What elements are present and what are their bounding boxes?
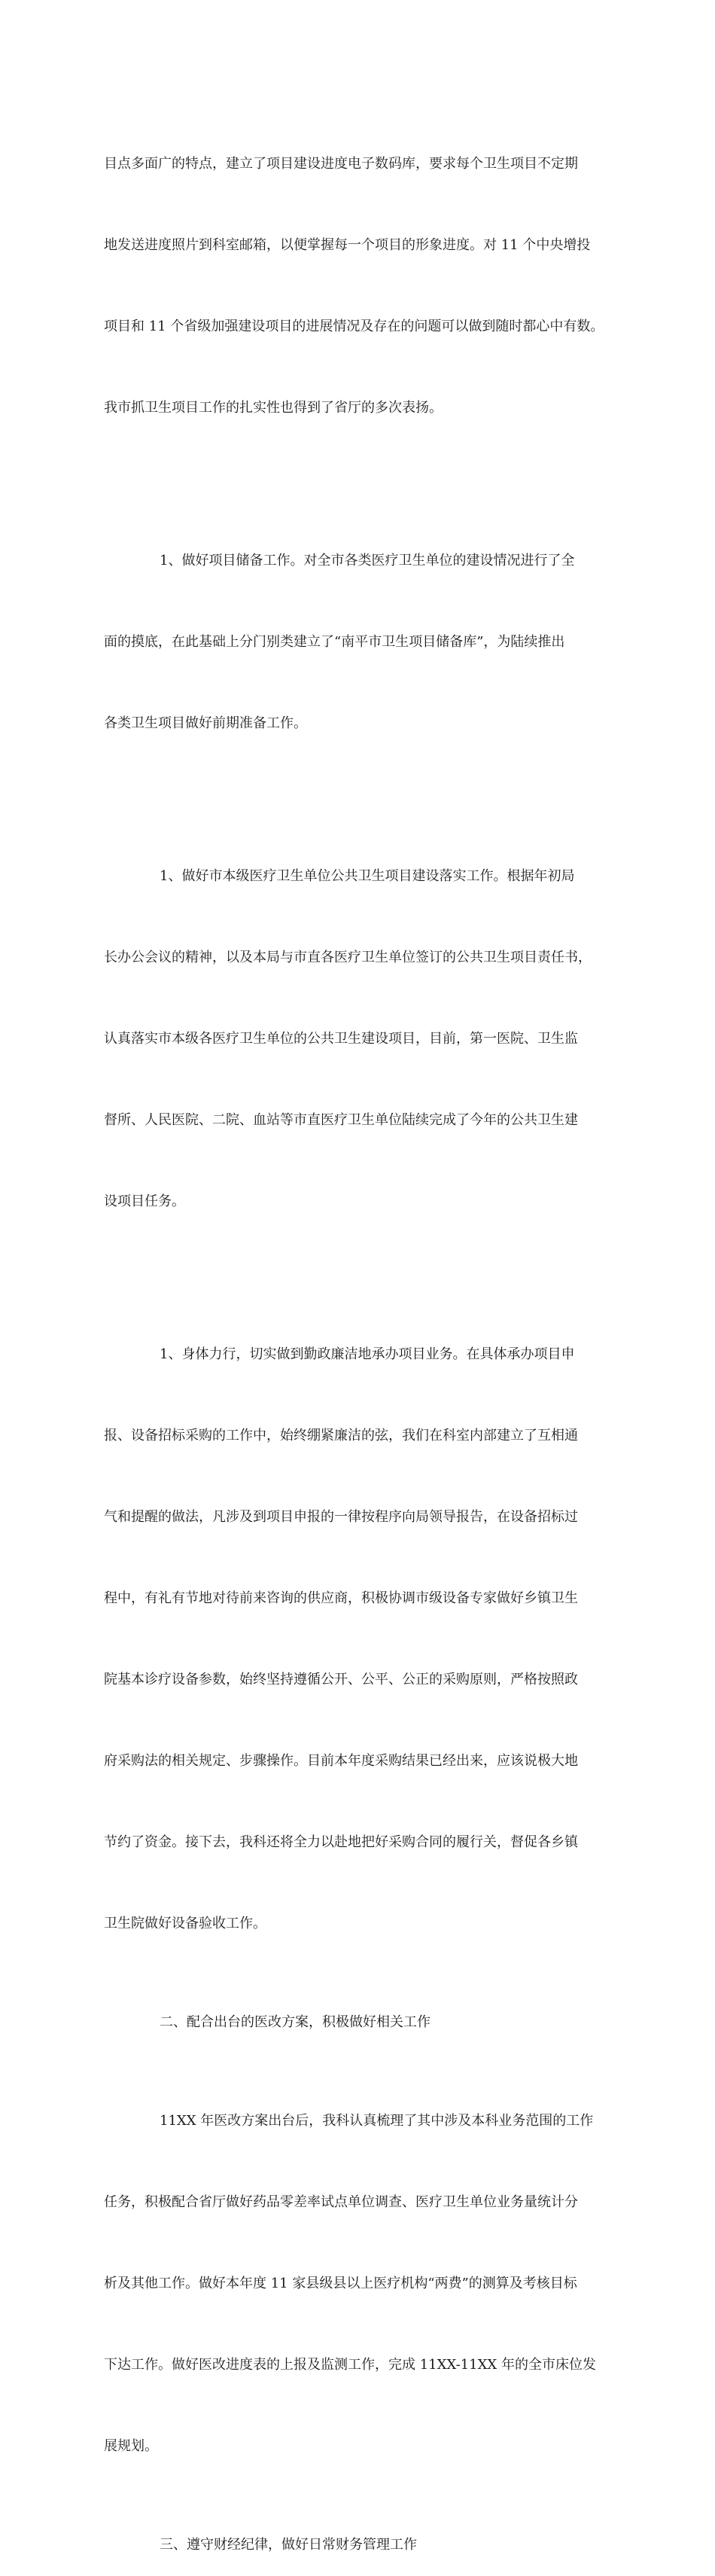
section-heading-medical-reform: 二、配合出台的医改方案，积极做好相关工作 [160,2014,431,2030]
paragraph-integrity-procurement [104,1287,616,1992]
text-line: 卫生院做好设备验收工作。 [104,1916,266,1931]
text-line: 认真落实市本级各医疗卫生单位的公共卫生建设项目，目前，第一医院、卫生监 [104,1031,578,1047]
text-line: 面的摸底，在此基础上分门别类建立了“南平市卫生项目储备库”，为陆续推出 [104,634,565,650]
paragraph-medical-reform [104,2053,616,2514]
section-heading-finance: 三、遵守财经纪律，做好日常财务管理工作 [160,2537,417,2553]
text-line: 督所、人民医院、二院、血站等市直医疗卫生单位陆续完成了今年的公共卫生建 [104,1112,578,1128]
text-line: 1、做好市本级医疗卫生单位公共卫生项目建设落实工作。根据年初局 [160,868,575,884]
text-line: 地发送进度照片到科室邮箱，以便掌握每一个项目的形象进度。对 11 个中央增投 [104,237,591,253]
text-line: 1、身体力行，切实做到勤政廉洁地承办项目业务。在具体承办项目申 [160,1346,575,1362]
text-line: 设项目任务。 [104,1193,185,1209]
document-body [104,96,616,2576]
text-line: 1、做好项目储备工作。对全市各类医疗卫生单位的建设情况进行了全 [160,553,575,569]
text-line: 11XX 年医改方案出台后，我科认真梳理了其中涉及本科业务范围的工作 [160,2113,594,2129]
text-line: 目点多面广的特点，建立了项目建设进度电子数码库，要求每个卫生项目不定期 [104,156,578,172]
text-line: 展规划。 [104,2438,158,2454]
text-line: 长办公会议的精神，以及本局与市直各医疗卫生单位签订的公共卫生项目责任书， [104,950,592,965]
text-line: 报、设备招标采购的工作中，始终绷紧廉洁的弦，我们在科室内部建立了互相通 [104,1428,578,1443]
paragraph-public-health-projects [104,809,616,1270]
text-line: 任务，积极配合省厅做好药品零差率试点单位调查、医疗卫生单位业务量统计分 [104,2194,578,2210]
text-line: 各类卫生项目做好前期准备工作。 [104,715,307,731]
text-line: 节约了资金。接下去，我科还将全力以赴地把好采购合同的履行关，督促各乡镇 [104,1834,578,1850]
text-line: 我市抓卫生项目工作的扎实性也得到了省厅的多次表扬。 [104,400,443,416]
text-line: 下达工作。做好医改进度表的上报及监测工作，完成 11XX-11XX 年的全市床位发 [104,2357,596,2373]
paragraph-project-database [104,96,616,476]
text-line: 项目和 11 个省级加强建设项目的进展情况及存在的问题可以做到随时都心中有数。 [104,319,604,334]
text-line: 气和提醒的做法，凡涉及到项目申报的一律按程序向局领导报告，在设备招标过 [104,1509,578,1525]
paragraph-project-reserve [104,493,616,791]
text-line: 析及其他工作。做好本年度 11 家县级县以上医疗机构“两费”的测算及考核目标 [104,2276,577,2291]
text-line: 院基本诊疗设备参数，始终坚持遵循公开、公平、公正的采购原则，严格按照政 [104,1672,578,1687]
text-line: 程中，有礼有节地对待前来咨询的供应商，积极协调市级设备专家做好乡镇卫生 [104,1590,578,1606]
text-line: 府采购法的相关规定、步骤操作。目前本年度采购结果已经出来，应该说极大地 [104,1753,578,1769]
